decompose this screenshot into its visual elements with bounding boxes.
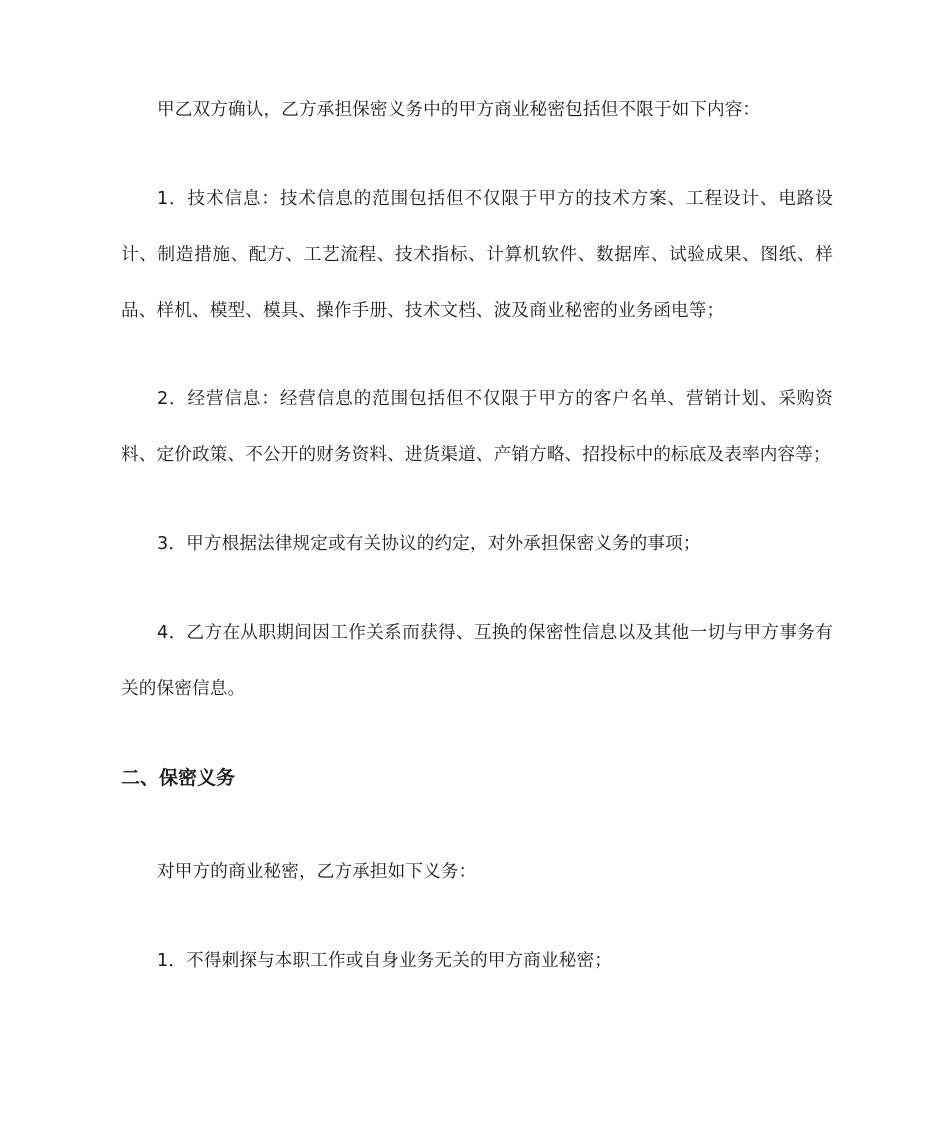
section-heading: 二、保密义务	[121, 767, 236, 789]
section-item-1: 1．不得刺探与本职工作或自身业务无关的甲方商业秘密；	[157, 951, 612, 971]
item-work-info: 4．乙方在从职期间因工作关系而获得、互换的保密性信息以及其他一切与甲方事务有关的保密信息。	[121, 623, 833, 699]
item-technical-info: 1．技术信息：技术信息的范围包括但不仅限于甲方的技术方案、工程设计、电路设计、制造措施、配方、工艺流程、技术指标、计算机软件、数据库、试验成果、图纸、样品、样机、模型、模具、操作手册、技术文档、波及商业秘密的业务函电等；	[121, 189, 833, 321]
item-business-info: 2．经营信息：经营信息的范围包括但不仅限于甲方的客户名单、营销计划、采购资料、定价政策、不公开的财务资料、进货渠道、产销方略、招投标中的标底及表率内容等；	[121, 389, 833, 465]
item-legal-obligation: 3．甲方根据法律规定或有关协议的约定，对外承担保密义务的事项；	[157, 534, 701, 554]
section-intro-paragraph: 对甲方的商业秘密，乙方承担如下义务：	[157, 862, 477, 882]
intro-paragraph: 甲乙双方确认，乙方承担保密义务中的甲方商业秘密包括但不限于如下内容：	[157, 100, 761, 120]
